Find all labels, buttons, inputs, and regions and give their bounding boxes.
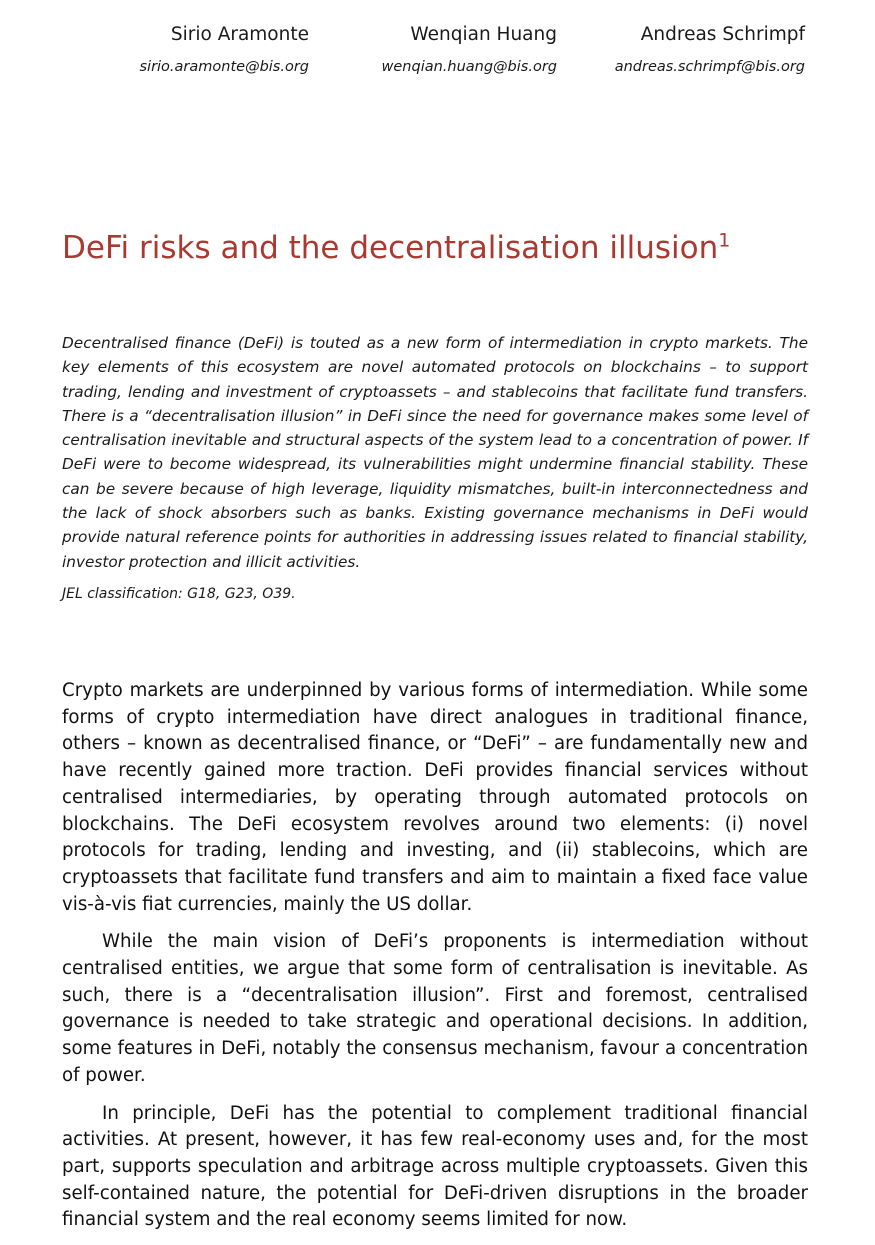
author-name: Andreas Schrimpf	[640, 24, 805, 45]
author-name: Sirio Aramonte	[170, 24, 309, 45]
author-email[interactable]: sirio.aramonte@bis.org	[139, 59, 309, 75]
article-title	[62, 226, 822, 270]
author-2	[382, 22, 557, 78]
author-1	[139, 22, 309, 78]
abstract: Decentralised finance (DeFi) is touted as a new form of intermediation in crypto markets. The key elements of this ecosystem are novel automated protocols on blockchains – to support trading, lending and investment of cryptoassets – and stablecoins that facilitate fund transfers. There is a “decentralisation illusion” in DeFi since the need for governance makes some level of centralisation inevitable and structural aspects of the system lead to a concentration of power. If DeFi were to become widespread, its vulnerabilities might undermine financial stability. These can be severe because of high leverage, liquidity mismatches, built-in interconnectedness and the lack of shock absorbers such as banks. Existing governance mechanisms in DeFi would provide natural reference points for authorities in addressing issues related to financial stability, investor protection and illicit activities.	[62, 334, 808, 571]
jel-classification: JEL classification: G18, G23, O39.	[62, 586, 296, 602]
title-footnote-marker[interactable]: 1	[718, 229, 731, 252]
author-name: Wenqian Huang	[410, 24, 557, 45]
body-paragraph: Crypto markets are underpinned by various forms of intermediation. While some forms of crypto intermediation have direct analogues in traditional finance, others – known as decentralised finance, or “DeFi” – are fundamentally new and have recently gained more traction. DeFi provides financial services without centralised intermediaries, by operating through automated protocols on blockchains. The DeFi ecosystem revolves around two elements: (i) novel protocols for trading, lending and investing, and (ii) stablecoins, which are cryptoassets that facilitate fund transfers and aim to maintain a fixed face value vis-à-vis fiat currencies, mainly the US dollar.	[62, 680, 808, 915]
author-block	[0, 22, 875, 92]
article-title-text: DeFi risks and the decentralisation illusion	[62, 230, 719, 266]
body-paragraph: In principle, DeFi has the potential to complement traditional financial activities. At present, however, it has few real-economy uses and, for the most part, supports speculation and arbitrage across multiple cryptoassets. Given this self-contained nature, the potential for DeFi-driven disruptions in the broader financial system and the real economy seems limited for now.	[62, 1102, 808, 1231]
article-body	[62, 678, 808, 1245]
author-email[interactable]: andreas.schrimpf@bis.org	[614, 59, 805, 75]
body-paragraph: While the main vision of DeFi’s proponents is intermediation without centralised entities, we argue that some form of centralisation is inevitable. As such, there is a “decentralisation illusion”. First and foremost, centralised governance is needed to take strategic and operational decisions. In addition, some features in DeFi, notably the consensus mechanism, favour a concentration of power.	[62, 931, 808, 1086]
author-email[interactable]: wenqian.huang@bis.org	[381, 59, 557, 75]
author-3	[615, 22, 805, 78]
